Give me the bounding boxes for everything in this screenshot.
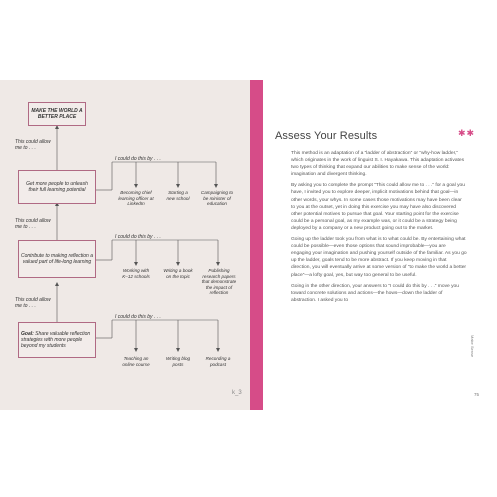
option-new-school: Starting a new school (166, 190, 190, 201)
section-title: Assess Your Results (275, 130, 378, 142)
section-side-label: Make Sense (470, 335, 475, 358)
goal-box (18, 322, 96, 358)
option-book: Writing a book on the topic (163, 268, 193, 279)
do-label-3: I could do this by . . . (115, 314, 161, 320)
ladder-box-middle: Contribute to making reflection a valued part of life-long learning (18, 240, 96, 278)
top-goal-box: MAKE THE WORLD A BETTER PLACE (28, 102, 86, 126)
option-blog-posts: Writing blog posts (165, 356, 191, 367)
allow-label-1: This could allow me to . . . (15, 139, 51, 151)
ladder-box-upper: Get more people to unleash their full learning potential (18, 170, 96, 204)
goal-label: Goal: (21, 331, 34, 337)
page-edge-bar (250, 80, 263, 410)
option-podcast: Recording a podcast (205, 356, 231, 367)
allow-label-2: This could allow me to . . . (15, 218, 51, 230)
do-label-2: I could do this by . . . (115, 234, 161, 240)
corner-mark: k_3 (232, 390, 242, 396)
goal-text: Share valuable reflection strategies with more people beyond my students (21, 331, 91, 349)
option-minister-of-education: Campaigning to be minister of education (200, 190, 234, 207)
paragraph: Going in the other direction, your answers to “I could do this by . . .” move you toward concrete solutions and actions—the hows—down the ladder of abstraction. I asked you to (291, 283, 459, 303)
page-number: 75 (474, 392, 480, 397)
paragraph: This method is an adaptation of a “ladder of abstraction” or “why-how ladder,” which originates in the work of linguist S. I. Hayakawa. This adaptation activates two types of thinking that expand our abilities to make sense of the world: imagination and divergent thinking. (291, 151, 465, 178)
body-text (291, 150, 467, 308)
option-k12-schools: Working with K–12 schools (122, 268, 150, 279)
allow-label-3: This could allow me to . . . (15, 297, 51, 309)
option-research-papers: Publishing research papers that demonstrate the impact of reflection (201, 268, 237, 296)
asterisk-icon: ✱✱ (458, 128, 476, 138)
do-label-1: I could do this by . . . (115, 156, 161, 162)
option-online-course: Teaching an online course (122, 356, 150, 367)
paragraph: By asking you to complete the prompt “This could allow me to . . .” for a goal you have, I invited you to explore deeper, implicit motivations behind that goal—in other words, your whys. In some cases those motivations may have been clear to you at the outset, yet in doing this exercise you may have also discovered other potential motives to pursue that goal. Your starting point for the exercise could be a personal goal, as my example was, or it could be a strategy being deployed by a company or a new product going out to the market. (291, 183, 465, 231)
paragraph: Going up the ladder took you from what is to what could be. By entertaining what could be possible—even those options that sound improbable—you are engaging your imagination and pushing yourself outside of the familiar. As you go up the ladder, goals tend to be more abstract. If you keep moving in that direction, you will eventually arrive at some version of “to make the world a better place”—a lofty goal, yes, but way too general to be useful. (291, 237, 467, 278)
option-chief-learning-officer: Becoming chief learning officer at LinkedIn (118, 190, 154, 207)
